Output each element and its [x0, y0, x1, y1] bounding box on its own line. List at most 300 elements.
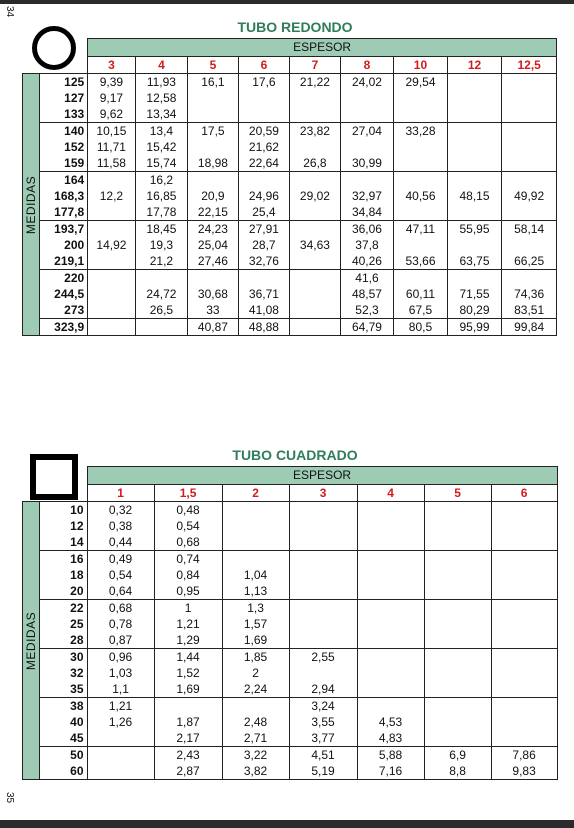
weight-cell: 1 [154, 600, 222, 617]
weight-cell: 3,24 [289, 698, 357, 715]
weight-cell [188, 106, 239, 123]
weight-cell: 1,87 [154, 714, 222, 730]
thickness-header: 7 [290, 57, 341, 74]
thickness-header: 6 [491, 485, 557, 502]
weight-cell: 18,45 [135, 221, 188, 238]
size-label: 22 [39, 600, 87, 617]
weight-cell: 22,64 [238, 155, 290, 172]
weight-cell: 53,66 [394, 253, 448, 270]
thickness-header: 12 [447, 57, 502, 74]
table-row [22, 518, 557, 534]
weight-cell: 0,78 [87, 616, 154, 632]
medidas-label-cell [22, 74, 39, 336]
size-label: 14 [39, 534, 87, 551]
weight-cell [222, 698, 289, 715]
weight-cell: 55,95 [447, 221, 502, 238]
weight-cell: 19,3 [135, 237, 188, 253]
weight-cell: 24,72 [135, 286, 188, 302]
size-label: 18 [39, 567, 87, 583]
weight-cell: 18,98 [188, 155, 239, 172]
weight-cell: 99,84 [502, 319, 557, 336]
weight-cell [357, 632, 424, 649]
weight-cell [357, 665, 424, 681]
weight-cell [447, 90, 502, 106]
weight-cell [188, 270, 239, 287]
size-label: 159 [39, 155, 88, 172]
weight-cell: 17,5 [188, 123, 239, 140]
weight-cell [424, 518, 491, 534]
table-row [22, 534, 557, 551]
weight-cell: 9,83 [491, 763, 557, 780]
weight-cell [357, 681, 424, 698]
weight-cell [357, 551, 424, 568]
weight-cell: 21,22 [290, 74, 341, 91]
size-label: 38 [39, 698, 87, 715]
weight-cell [447, 237, 502, 253]
weight-cell: 1,26 [87, 714, 154, 730]
weight-cell: 9,62 [88, 106, 135, 123]
weight-cell: 27,91 [238, 221, 290, 238]
weight-cell: 1,44 [154, 649, 222, 666]
weight-cell [424, 567, 491, 583]
weight-cell [394, 237, 448, 253]
table-row [22, 302, 557, 319]
weight-cell: 60,11 [394, 286, 448, 302]
weight-cell [290, 139, 341, 155]
thickness-header: 2 [222, 485, 289, 502]
weight-cell: 3,55 [289, 714, 357, 730]
weight-cell [290, 286, 341, 302]
weight-cell: 3,22 [222, 747, 289, 764]
weight-cell: 0,54 [154, 518, 222, 534]
weight-cell [491, 534, 557, 551]
weight-cell [135, 270, 188, 287]
weight-cell [290, 253, 341, 270]
weight-cell: 9,17 [88, 90, 135, 106]
weight-cell: 24,23 [188, 221, 239, 238]
size-label: 50 [39, 747, 87, 764]
weight-cell [290, 90, 341, 106]
weight-cell: 14,92 [88, 237, 135, 253]
weight-cell [491, 665, 557, 681]
weight-cell: 36,06 [340, 221, 394, 238]
weight-cell [394, 90, 448, 106]
table-row [22, 106, 557, 123]
table-row [22, 155, 557, 172]
weight-cell [290, 204, 341, 221]
weight-cell: 26,8 [290, 155, 341, 172]
weight-cell [222, 518, 289, 534]
weight-cell [491, 583, 557, 600]
table-row [22, 730, 557, 747]
medidas-label: MEDIDAS [23, 611, 38, 670]
weight-cell [502, 106, 557, 123]
weight-cell [447, 74, 502, 91]
weight-cell [88, 221, 135, 238]
weight-cell: 12,2 [88, 188, 135, 204]
weight-cell [394, 155, 448, 172]
table-row [22, 319, 557, 336]
weight-cell: 1,13 [222, 583, 289, 600]
table-row [22, 204, 557, 221]
weight-cell: 40,87 [188, 319, 239, 336]
weight-cell: 17,6 [238, 74, 290, 91]
weight-cell: 0,68 [154, 534, 222, 551]
weight-cell [222, 502, 289, 519]
table-row [22, 583, 557, 600]
weight-cell: 9,39 [88, 74, 135, 91]
weight-cell: 30,68 [188, 286, 239, 302]
thickness-header: 12,5 [502, 57, 557, 74]
size-label: 25 [39, 616, 87, 632]
weight-cell [491, 714, 557, 730]
weight-cell [491, 616, 557, 632]
weight-cell [424, 632, 491, 649]
table-row [22, 681, 557, 698]
weight-cell [290, 302, 341, 319]
weight-cell: 6,9 [424, 747, 491, 764]
weight-cell [502, 74, 557, 91]
weight-cell [424, 649, 491, 666]
weight-cell [424, 698, 491, 715]
thickness-header: 3 [88, 57, 135, 74]
weight-cell [289, 665, 357, 681]
weight-cell: 66,25 [502, 253, 557, 270]
weight-cell: 49,92 [502, 188, 557, 204]
thickness-header: 10 [394, 57, 448, 74]
weight-cell: 71,55 [447, 286, 502, 302]
weight-cell: 29,02 [290, 188, 341, 204]
weight-cell: 52,3 [340, 302, 394, 319]
weight-cell: 37,8 [340, 237, 394, 253]
weight-cell: 10,15 [88, 123, 135, 140]
weight-cell: 48,57 [340, 286, 394, 302]
weight-cell: 2,24 [222, 681, 289, 698]
size-label: 127 [39, 90, 88, 106]
weight-cell: 1,3 [222, 600, 289, 617]
weight-cell [424, 502, 491, 519]
weight-cell: 0,84 [154, 567, 222, 583]
weight-cell: 24,02 [340, 74, 394, 91]
weight-cell [289, 616, 357, 632]
table-row [22, 90, 557, 106]
weight-cell [394, 204, 448, 221]
table-row [22, 632, 557, 649]
weight-cell: 5,19 [289, 763, 357, 780]
weight-cell [424, 583, 491, 600]
size-label: 168,3 [39, 188, 88, 204]
medidas-label: MEDIDAS [23, 175, 38, 234]
table-row [22, 714, 557, 730]
weight-cell [340, 106, 394, 123]
weight-cell [188, 90, 239, 106]
weight-cell: 80,29 [447, 302, 502, 319]
weight-cell [424, 551, 491, 568]
weight-cell: 2 [222, 665, 289, 681]
weight-cell [357, 616, 424, 632]
weight-cell: 7,16 [357, 763, 424, 780]
header-spacer [22, 39, 88, 57]
weight-cell [88, 270, 135, 287]
weight-cell [447, 270, 502, 287]
weight-cell: 58,14 [502, 221, 557, 238]
table-row [22, 286, 557, 302]
weight-cell [424, 730, 491, 747]
weight-cell: 48,15 [447, 188, 502, 204]
weight-cell [88, 253, 135, 270]
weight-cell: 11,93 [135, 74, 188, 91]
top-edge-bar [0, 0, 574, 4]
size-label: 200 [39, 237, 88, 253]
weight-cell [502, 90, 557, 106]
weight-cell [289, 583, 357, 600]
size-label: 45 [39, 730, 87, 747]
weight-cell: 2,17 [154, 730, 222, 747]
weight-cell: 2,71 [222, 730, 289, 747]
page-number-top: 34 [4, 6, 15, 18]
table-row [22, 616, 557, 632]
weight-cell: 11,58 [88, 155, 135, 172]
weight-cell [491, 698, 557, 715]
weight-cell [357, 518, 424, 534]
weight-cell [491, 600, 557, 617]
size-label: 16 [39, 551, 87, 568]
weight-cell [394, 139, 448, 155]
table-row [22, 139, 557, 155]
table-row [22, 763, 557, 780]
weight-cell: 3,77 [289, 730, 357, 747]
weight-cell: 0,54 [87, 567, 154, 583]
table-row [22, 74, 557, 91]
weight-cell: 27,04 [340, 123, 394, 140]
weight-cell: 64,79 [340, 319, 394, 336]
weight-cell [222, 534, 289, 551]
weight-cell: 25,04 [188, 237, 239, 253]
weight-cell: 95,99 [447, 319, 502, 336]
weight-cell: 15,42 [135, 139, 188, 155]
weight-cell: 74,36 [502, 286, 557, 302]
weight-cell: 33 [188, 302, 239, 319]
header-spacer [22, 467, 87, 485]
size-label: 30 [39, 649, 87, 666]
weight-cell [447, 172, 502, 189]
weight-cell: 1,69 [222, 632, 289, 649]
weight-cell [491, 551, 557, 568]
weight-cell [340, 172, 394, 189]
weight-cell [357, 600, 424, 617]
weight-cell [357, 698, 424, 715]
weight-cell: 40,26 [340, 253, 394, 270]
weight-cell: 0,68 [87, 600, 154, 617]
weight-cell [87, 747, 154, 764]
round-tube-title: TUBO REDONDO [237, 19, 353, 35]
weight-cell [502, 204, 557, 221]
weight-cell: 48,88 [238, 319, 290, 336]
weight-cell: 0,87 [87, 632, 154, 649]
weight-cell [502, 270, 557, 287]
weight-cell [491, 649, 557, 666]
weight-cell [447, 155, 502, 172]
weight-cell: 13,34 [135, 106, 188, 123]
weight-cell [135, 319, 188, 336]
size-label: 140 [39, 123, 88, 140]
weight-cell [491, 502, 557, 519]
weight-cell [424, 665, 491, 681]
weight-cell: 1,57 [222, 616, 289, 632]
size-label: 220 [39, 270, 88, 287]
weight-cell [238, 172, 290, 189]
weight-cell [357, 502, 424, 519]
thickness-header: 4 [357, 485, 424, 502]
weight-cell [289, 551, 357, 568]
weight-cell: 1,21 [87, 698, 154, 715]
weight-cell [502, 155, 557, 172]
size-label: 32 [39, 665, 87, 681]
weight-cell: 11,71 [88, 139, 135, 155]
weight-cell [447, 139, 502, 155]
weight-cell: 0,64 [87, 583, 154, 600]
weight-cell: 1,69 [154, 681, 222, 698]
weight-cell: 21,62 [238, 139, 290, 155]
thickness-header: 6 [238, 57, 290, 74]
weight-cell [357, 567, 424, 583]
weight-cell: 0,32 [87, 502, 154, 519]
weight-cell [447, 123, 502, 140]
weight-cell [502, 172, 557, 189]
weight-cell: 63,75 [447, 253, 502, 270]
weight-cell: 1,03 [87, 665, 154, 681]
weight-cell: 7,86 [491, 747, 557, 764]
weight-cell: 47,11 [394, 221, 448, 238]
weight-cell: 24,96 [238, 188, 290, 204]
thickness-header: 3 [289, 485, 357, 502]
table-row [22, 698, 557, 715]
weight-cell [491, 681, 557, 698]
weight-cell [290, 221, 341, 238]
weight-cell [357, 534, 424, 551]
weight-cell [222, 551, 289, 568]
weight-cell [238, 106, 290, 123]
weight-cell [424, 534, 491, 551]
thickness-header: 4 [135, 57, 188, 74]
size-label: 10 [39, 502, 87, 519]
weight-cell: 34,84 [340, 204, 394, 221]
weight-cell: 8,8 [424, 763, 491, 780]
table-row [22, 600, 557, 617]
size-label: 133 [39, 106, 88, 123]
size-label: 164 [39, 172, 88, 189]
weight-cell [491, 632, 557, 649]
weight-cell [289, 632, 357, 649]
weight-cell: 16,85 [135, 188, 188, 204]
weight-cell [340, 90, 394, 106]
table-row [22, 172, 557, 189]
weight-cell [289, 518, 357, 534]
weight-cell: 2,87 [154, 763, 222, 780]
weight-cell: 0,44 [87, 534, 154, 551]
weight-cell: 1,21 [154, 616, 222, 632]
weight-cell [447, 204, 502, 221]
size-label: 152 [39, 139, 88, 155]
weight-cell: 0,74 [154, 551, 222, 568]
round-tube-table [22, 38, 557, 336]
weight-cell [357, 583, 424, 600]
weight-cell [394, 106, 448, 123]
weight-cell: 4,51 [289, 747, 357, 764]
table-row [22, 649, 557, 666]
bottom-edge-bar [0, 820, 574, 828]
weight-cell [357, 649, 424, 666]
size-label: 35 [39, 681, 87, 698]
weight-cell [238, 90, 290, 106]
weight-cell: 2,55 [289, 649, 357, 666]
weight-cell: 21,2 [135, 253, 188, 270]
size-label: 323,9 [39, 319, 88, 336]
weight-cell: 41,08 [238, 302, 290, 319]
weight-cell: 0,95 [154, 583, 222, 600]
weight-cell: 41,6 [340, 270, 394, 287]
weight-cell [290, 172, 341, 189]
square-tube-title: TUBO CUADRADO [232, 447, 358, 463]
weight-cell: 34,63 [290, 237, 341, 253]
weight-cell [502, 237, 557, 253]
weight-cell [394, 270, 448, 287]
table-row [22, 237, 557, 253]
weight-cell: 2,43 [154, 747, 222, 764]
weight-cell [188, 172, 239, 189]
weight-cell: 25,4 [238, 204, 290, 221]
square-tube-table [22, 466, 558, 780]
size-label: 40 [39, 714, 87, 730]
weight-cell: 23,82 [290, 123, 341, 140]
weight-cell [87, 730, 154, 747]
weight-cell: 2,94 [289, 681, 357, 698]
weight-cell [290, 270, 341, 287]
weight-cell: 0,96 [87, 649, 154, 666]
weight-cell [154, 698, 222, 715]
weight-cell [290, 106, 341, 123]
weight-cell [289, 567, 357, 583]
thickness-header: 1,5 [154, 485, 222, 502]
weight-cell: 1,1 [87, 681, 154, 698]
weight-cell [424, 616, 491, 632]
table-row [22, 551, 557, 568]
table-row [22, 270, 557, 287]
weight-cell [502, 123, 557, 140]
table-row [22, 123, 557, 140]
weight-cell [188, 139, 239, 155]
weight-cell [394, 172, 448, 189]
weight-cell [88, 286, 135, 302]
weight-cell [87, 763, 154, 780]
espesor-header: ESPESOR [88, 39, 557, 57]
weight-cell: 4,53 [357, 714, 424, 730]
medidas-label-cell [22, 502, 39, 780]
table-row [22, 567, 557, 583]
weight-cell [289, 534, 357, 551]
weight-cell [289, 502, 357, 519]
weight-cell: 15,74 [135, 155, 188, 172]
weight-cell [424, 714, 491, 730]
table-row [22, 502, 557, 519]
table-row [22, 665, 557, 681]
thickness-header: 5 [188, 57, 239, 74]
weight-cell: 12,58 [135, 90, 188, 106]
weight-cell: 1,85 [222, 649, 289, 666]
weight-cell [289, 600, 357, 617]
weight-cell: 80,5 [394, 319, 448, 336]
weight-cell: 83,51 [502, 302, 557, 319]
